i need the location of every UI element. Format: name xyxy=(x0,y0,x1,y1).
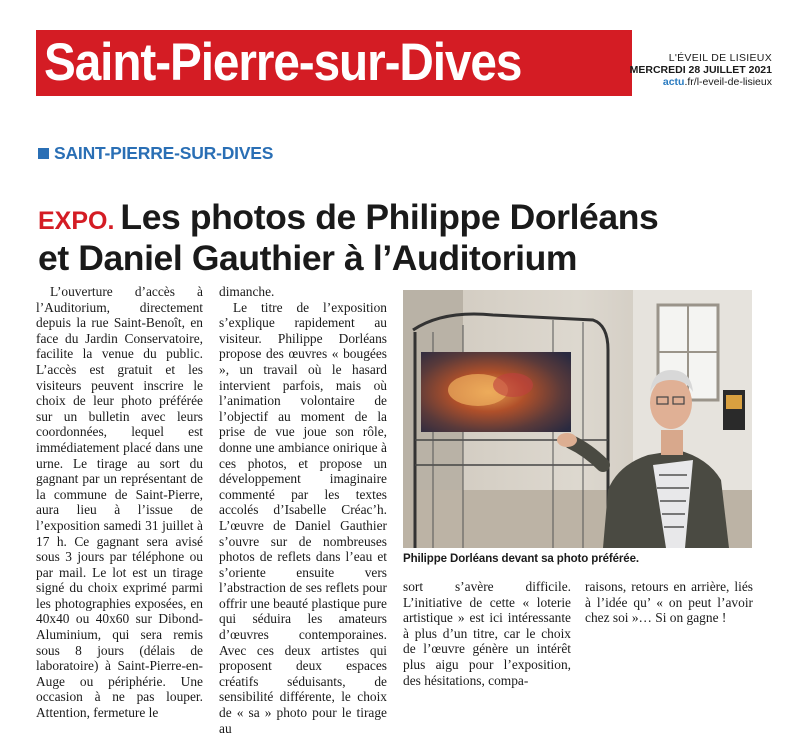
publication-url-domain: actu xyxy=(662,76,685,88)
publication-date: MERCREDI 28 JUILLET 2021 xyxy=(629,64,772,76)
publication-url-path: .fr/l-eveil-de-lisieux xyxy=(684,76,772,88)
paragraph: Le titre de l’exposition s’explique rapidement au visiteur. Philippe Dorléans propose des œuvres « bougées », un travail où le hasard intervient parfois, mais où l’animation volontaire de l’objectif au moment de la prise de vue joue son rôle, donne une ambiance onirique à ces photos, et propose un développement imaginaire commenté par les textes accolés d’Isabelle Créac’h. L’œuvre de Daniel Gauthier s’ouvre sur de nombreuses photos de reflets dans l’eau et s’oriente ensuite vers l’abstraction de ses reflets pour offrir une beauté plastique pure qui séduira les amateurs d’œuvres contemporaines. Avec ces deux artistes qui proposent deux espaces créatifs séduisants, de sensibilité différente, le choix de « sa » photo pour le tirage au xyxy=(219,299,387,736)
town-banner xyxy=(36,30,632,96)
article-photo xyxy=(403,290,752,548)
publication-url[interactable] xyxy=(630,76,772,88)
town-banner-title: Saint-Pierre-sur-Dives xyxy=(44,33,522,92)
headline-line-2: et Daniel Gauthier à l’Auditorium xyxy=(38,238,578,278)
gallery-scene-image xyxy=(403,290,752,548)
paragraph-continuation: dimanche. xyxy=(219,284,275,299)
headline-kicker: EXPO. xyxy=(38,207,115,235)
publication-name: L'ÉVEIL DE LISIEUX xyxy=(668,52,772,64)
article-column-1 xyxy=(36,284,203,721)
article-headline xyxy=(38,199,738,277)
square-bullet-icon xyxy=(38,148,49,159)
article-column-4 xyxy=(585,579,753,626)
publication-info xyxy=(630,52,772,88)
section-header xyxy=(38,143,273,164)
paragraph: L’ouverture d’accès à l’Auditorium, directement depuis la rue Saint-Benoît, en face du Jardin Conservatoire, facilite la venue du public. L’accès est gratuit et les visiteurs peuvent inscrire le choix de leur photo préférée sur un bulletin avec leurs coordonnées, lequel est immédiatement placé dans une urne. Le tirage au sort du gagnant par un représentant de la commune de Saint-Pierre, aura lieu à l’issue de l’exposition samedi 31 juillet à 17 h. Ce gagnant sera avisé sous 3 jours par téléphone ou par mail. Le lot est un tirage signé du choix exprimé parmi les photographies exposées, en 40x40 ou 40x60 sur Dibond-Aluminium, qui sera remis sous 8 jours (délais de laboratoire) à Saint-Pierre-en-Auge ou périphérie. Une occasion à ne pas louper. Attention, fermeture le xyxy=(36,284,203,721)
section-label: SAINT-PIERRE-SUR-DIVES xyxy=(54,143,274,163)
article-column-3 xyxy=(403,579,571,688)
article-column-2 xyxy=(219,284,387,736)
paragraph-continuation: sort s’avère difficile. L’initiative de cette « loterie artistique » est ici intéressante à plus d’un titre, car le choix de l’œuvre génère un intérêt plus aigu pour l’exposition, des hésitations, compa- xyxy=(403,579,571,688)
photo-caption: Philippe Dorléans devant sa photo préférée. xyxy=(403,553,639,565)
headline-line-1: Les photos de Philippe Dorléans xyxy=(120,197,659,237)
paragraph-continuation: raisons, retours en arrière, liés à l’idée qu’ « on peut l’avoir chez soi »… Si on gagne ! xyxy=(585,579,753,626)
